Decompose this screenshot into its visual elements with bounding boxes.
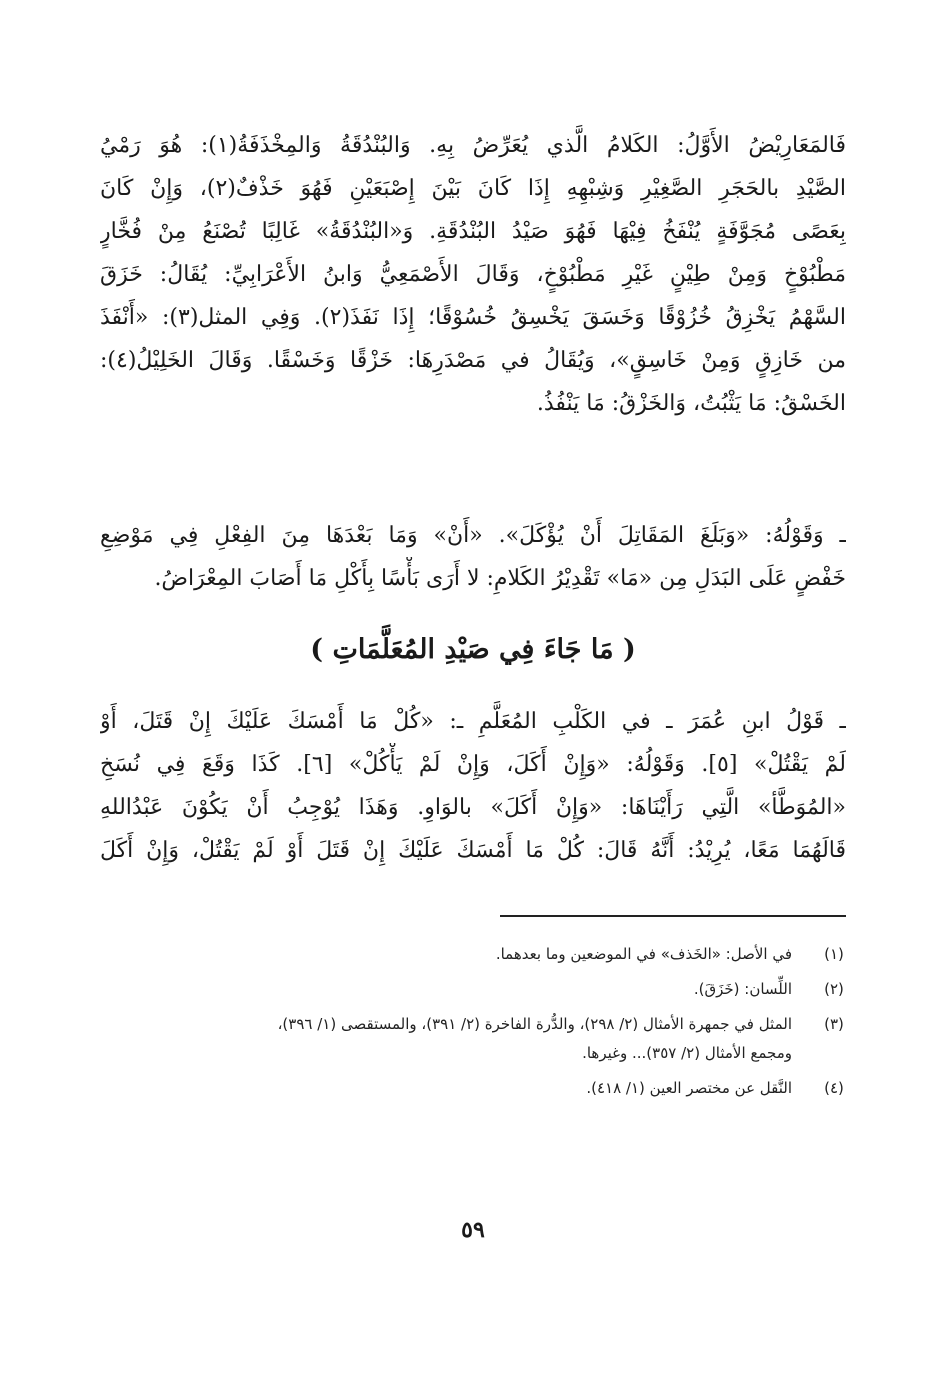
footnote-text: في الأصل: «الخَذف» في الموضعين وما بعدهما. — [495, 945, 792, 963]
text-line: من خَازِقٍ وَمِنْ خَاسِقٍ»، وَيُقَالُ في مَصْدَرِهَا: خَزْقًا وَخَسْقًا. وَقَالَ الخَلِيْلُ(٤): — [100, 348, 846, 373]
footnote-text: النَّقل عن مختصر العين (١/ ٤١٨). — [586, 1079, 792, 1097]
paragraph-1 — [100, 124, 846, 425]
footnote-number: (٤) — [824, 1079, 844, 1097]
text-line: ـ وَقَوْلُهُ: «وَبَلَغَ المَقَاتِلَ أَنْ يُؤْكَلَ». «أَنْ» وَمَا بَعْدَهَا مِنَ الفِعْلِ فِي مَوْضِعِ — [100, 523, 846, 548]
text-line: خَفْضٍ عَلَى البَدَلِ مِن «مَا» تَقْدِيْرُ الكَلامِ: لا أَرَى بَأْسًا بِأَكْلِ مَا أَصَابَ المِعْرَاضُ. — [154, 566, 846, 591]
text-line: بِعَصًى مُجَوَّفَةٍ يُنْفَخُ فِيْهَا فَهُوَ صَيْدُ البُنْدُقَةِ. وَ«البُنْدُقَةُ» غَالِبًا تُصْنَعُ مِنْ فُخَّارٍ — [100, 219, 846, 244]
footnote-number: (٣) — [824, 1015, 844, 1033]
text-line: الصَّيْدِ بالحَجَرِ الصَّغِيْرِ وَشِبْهِهِ إِذَا كَانَ بَيْنَ إِصْبَعَيْنِ فَهُوَ خَذْفٌ(٢)، وَإِنْ كَانَ — [100, 176, 846, 201]
footnote-text: المثل في جمهرة الأمثال (٢/ ٢٩٨)، والدُّرة الفاخرة (٢/ ٣٩١)، والمستقصى (١/ ٣٩٦)، — [277, 1015, 792, 1033]
footnote-number: (١) — [824, 945, 844, 963]
text-line: مَطْبُوْخٍ وَمِنْ طِيْنٍ غَيْرِ مَطْبُوْخٍ، وَقَالَ الأَصْمَعِيُّ وَابنُ الأَعْرَابِيِّ: يُقَالُ: خَزَقَ — [100, 262, 846, 287]
text-line: فَالمَعَارِيْضُ الأَوَّلُ: الكَلامُ الَّذي يُعَرِّضُ بِهِ. وَالبُنْدُقَةُ وَالمِخْذَفَةُ(١): هُوَ رَمْيُ — [100, 133, 846, 158]
text-line: ـ قَوْلُ ابنِ عُمَرَ ـ في الكَلْبِ المُعَلَّمِ ـ: «كُلْ مَا أَمْسَكَ عَلَيْكَ إِنْ قَتَلَ، أَوْ — [100, 709, 846, 734]
paragraph-2 — [100, 514, 846, 600]
text-line: السَّهْمُ يَخْزِقُ خُزُوْقًا وَخَسَقَ يَخْسِقُ خُسُوْقًا؛ إِذَا نَفَذَ(٢). وَفِي المثل(٣): «أَنْفَذَ — [100, 305, 846, 330]
footnote-text: اللِّسان: (خَزَقَ). — [693, 980, 792, 998]
footnote-number: (٢) — [824, 980, 844, 998]
footnote-2 — [94, 975, 854, 1004]
text-line: «المُوَطَّأ» الَّتِي رَأَيْنَاهَا: «وَإِنْ أَكَلَ» بالوَاوِ. وَهَذَا يُوْجِبُ أَنْ يَكُوْنَ عَبْدُاللهِ — [100, 795, 846, 820]
footnote-4 — [94, 1074, 854, 1103]
footnote-1 — [94, 940, 854, 969]
footnote-divider — [500, 915, 846, 917]
text-line: لَمْ يَقْتُلْ» [٥]. وَقَوْلُهُ: «وَإِنْ أَكَلَ، وَإِنْ لَمْ يَأْكُلْ» [٦]. كَذَا وَقَعَ فِي نُسَخِ — [100, 752, 846, 777]
text-line: قَالَهُمَا مَعًا، يُرِيْدُ: أَنَّهُ قَالَ: كُلْ مَا أَمْسَكَ عَلَيْكَ إِنْ قَتَلَ أَوْ لَمْ يَقْتُلْ، وَإِنْ أَكَلَ — [100, 838, 846, 863]
paragraph-3 — [100, 700, 846, 872]
footnote-text: ومجمع الأمثال (٢/ ٣٥٧)... وغيرها. — [582, 1044, 792, 1062]
footnote-3 — [94, 1010, 854, 1068]
page-number: ٥٩ — [461, 1217, 485, 1243]
text-line: الخَسْقُ: مَا يَثْبُتُ، وَالخَزْقُ: مَا يَنْفُذُ. — [536, 391, 846, 416]
section-heading: ( مَا جَاءَ فِي صَيْدِ المُعَلَّمَاتِ ) — [310, 634, 636, 665]
footnotes — [94, 940, 854, 1109]
